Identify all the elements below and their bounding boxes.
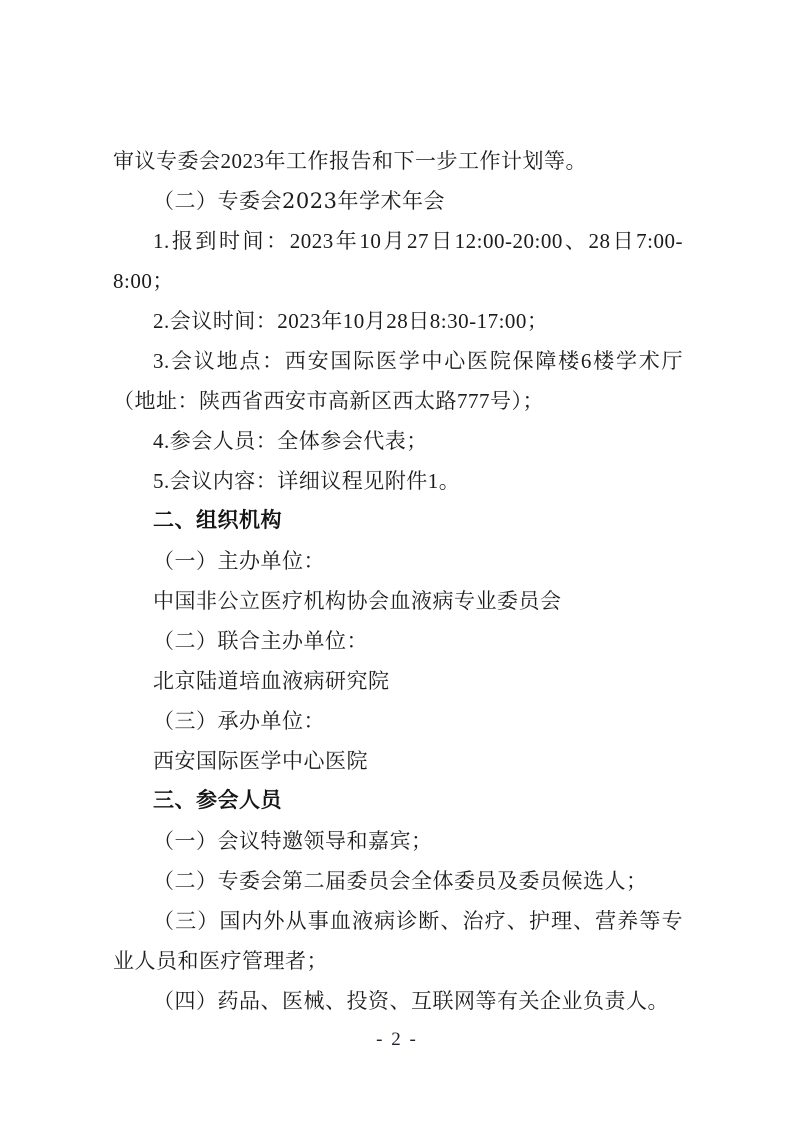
item-meeting-venue: 3.会议地点：西安国际医学中心医院保障楼6楼学术厅（地址：陕西省西安市高新区西太路777号）； xyxy=(113,349,683,413)
heading-participants: 三、参会人员 xyxy=(153,789,282,812)
subheading-co-host-unit: （二）联合主办单位： xyxy=(153,629,368,653)
text-host-unit-name: 中国非公立医疗机构协会血液病专业委员会 xyxy=(153,589,562,613)
item-meeting-content: 5.会议内容：详细议程见附件1。 xyxy=(153,469,461,493)
item-attendees: 4.参会人员：全体参会代表； xyxy=(153,429,428,453)
item-checkin-time: 1.报到时间：2023年10月27日12:00-20:00、28日7:00-8:00； xyxy=(113,229,683,293)
document-body xyxy=(113,141,683,1021)
item-participants-professionals: （三）国内外从事血液病诊断、治疗、护理、营养等专业人员和医疗管理者； xyxy=(113,909,683,973)
item-participants-enterprises: （四）药品、医械、投资、互联网等有关企业负责人。 xyxy=(153,989,669,1013)
text-organizer-unit-name: 西安国际医学中心医院 xyxy=(153,749,368,773)
paragraph-continuation: 审议专委会2023年工作报告和下一步工作计划等。 xyxy=(113,149,587,173)
subheading-annual-meeting: （二）专委会2023年学术年会 xyxy=(153,189,445,213)
heading-organization: 二、组织机构 xyxy=(153,509,282,532)
subheading-host-unit: （一）主办单位： xyxy=(153,549,325,573)
item-participants-committee: （二）专委会第二届委员会全体委员及委员候选人； xyxy=(153,869,648,893)
item-participants-guests: （一）会议特邀领导和嘉宾； xyxy=(153,829,433,853)
item-meeting-time: 2.会议时间：2023年10月28日8:30-17:00； xyxy=(153,309,549,333)
text-co-host-unit-name: 北京陆道培血液病研究院 xyxy=(153,669,390,693)
page-number: - 2 - xyxy=(376,1029,418,1050)
subheading-organizer-unit: （三）承办单位： xyxy=(153,709,325,733)
